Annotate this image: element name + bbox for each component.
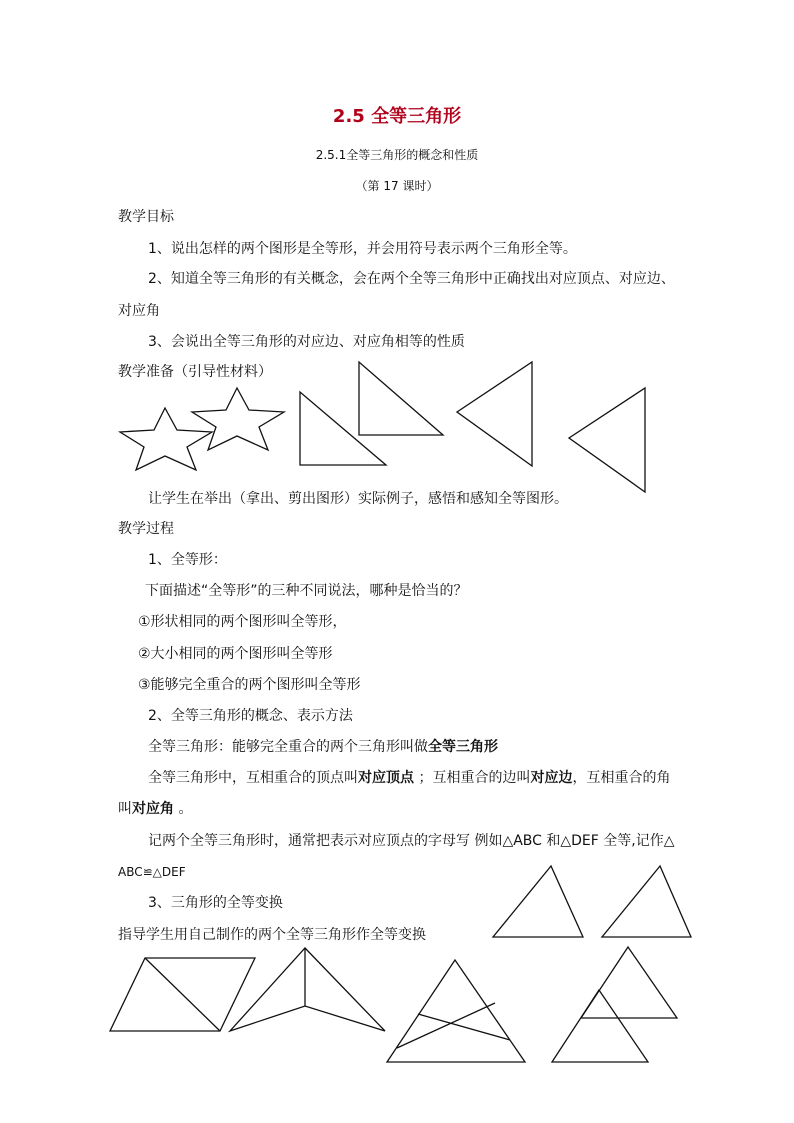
definition-line — [148, 738, 498, 756]
part-1-option-2: ②大小相同的两个图形叫全等形 — [138, 646, 333, 662]
part-1-option-3: ③能够完全重合的两个图形叫全等形 — [138, 677, 361, 693]
part-2-heading: 2、全等三角形的概念、表示方法 — [148, 708, 353, 724]
part-3-heading: 3、三角形的全等变换 — [148, 895, 283, 911]
translated-triangle-bottom — [552, 990, 648, 1062]
lesson-number: （第 17 课时） — [355, 179, 439, 193]
term-corresponding-side: 对应边 — [530, 770, 573, 786]
goals-heading: 教学目标 — [118, 209, 174, 225]
triangle-pointing-left-2 — [569, 388, 645, 492]
correspondence-line-1 — [148, 769, 670, 787]
term-corresponding-angle: 对应角 — [132, 801, 174, 817]
right-triangle-2 — [359, 362, 443, 435]
goal-2-line-1: 2、知道全等三角形的有关概念，会在两个全等三角形中正确找出对应顶点、对应边、 — [148, 271, 675, 287]
translated-triangle-top — [581, 947, 677, 1018]
part-1-heading: 1、全等形： — [148, 552, 227, 568]
term-corresponding-vertex: 对应顶点 — [358, 770, 414, 786]
overlap-line-1 — [418, 1014, 510, 1040]
definition-term: 全等三角形 — [428, 739, 498, 755]
parallelogram-figure — [110, 958, 255, 1031]
section-subtitle: 2.5.1全等三角形的概念和性质 — [315, 148, 479, 162]
correspondence-line-2 — [118, 800, 192, 818]
triangle-pointing-left-1 — [457, 362, 532, 466]
part-3-text: 指导学生用自己制作的两个全等三角形作全等变换 — [118, 927, 426, 943]
definition-text: 全等三角形：能够完全重合的两个三角形叫做 — [148, 739, 428, 755]
kite-figure — [230, 948, 385, 1031]
correspondence-text-d: 叫 — [118, 801, 132, 817]
page-title: 2.5 全等三角形 — [332, 106, 462, 127]
prep-text: 让学生在举出（拿出、剪出图形）实际例子，感悟和感知全等图形。 — [148, 491, 568, 507]
prep-heading: 教学准备（引导性材料） — [118, 364, 272, 380]
goal-1: 1、说出怎样的两个图形是全等形，并会用符号表示两个三角形全等。 — [148, 241, 577, 257]
overlap-triangle-outer — [387, 960, 525, 1062]
parallelogram-diagonal — [145, 958, 220, 1031]
correspondence-text-c: ，互相重合的角 — [572, 770, 671, 786]
process-heading: 教学过程 — [118, 521, 174, 537]
star-right — [192, 388, 284, 450]
part-1-option-1: ①形状相同的两个图形叫全等形， — [138, 614, 347, 630]
goal-2-line-2: 对应角 — [118, 303, 160, 319]
congruent-triangle-1 — [493, 866, 583, 937]
notation-line-2: ABC≌△DEF — [118, 865, 186, 879]
congruent-triangle-2 — [602, 866, 691, 937]
right-triangle-1 — [300, 392, 386, 465]
star-left — [120, 408, 212, 470]
correspondence-text-e: 。 — [174, 801, 193, 817]
part-1-question: 下面描述“全等形”的三种不同说法，哪种是恰当的？ — [145, 583, 468, 599]
correspondence-text-b: ；互相重合的边叫 — [414, 770, 531, 786]
notation-line-1: 记两个全等三角形时，通常把表示对应顶点的字母写 例如△ABC 和△DEF 全等,记作△ — [148, 833, 675, 849]
goal-3: 3、会说出全等三角形的对应边、对应角相等的性质 — [148, 334, 465, 350]
correspondence-text-a: 全等三角形中，互相重合的顶点叫 — [148, 770, 358, 786]
overlap-line-2 — [397, 1003, 495, 1048]
